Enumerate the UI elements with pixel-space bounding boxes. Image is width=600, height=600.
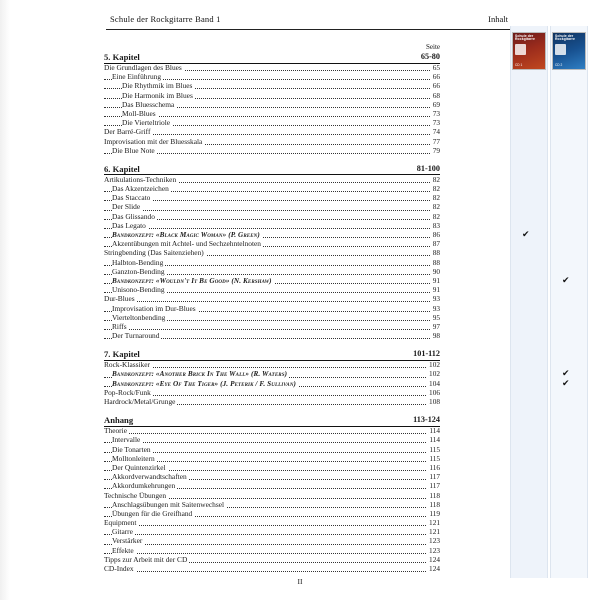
toc-entry-label: Intervalle [112, 436, 141, 445]
toc-leader-dots [104, 329, 440, 330]
toc-entry-page: 108 [429, 398, 440, 406]
toc-entry-label: Die Rhythmik im Blues [122, 82, 193, 91]
toc-entry-label: Der Quintenzirkel [112, 463, 166, 472]
toc-entry[interactable] [104, 501, 440, 510]
toc-entry[interactable] [104, 528, 440, 537]
toc-entry-page: 91 [432, 286, 440, 295]
toc-entry[interactable] [104, 323, 440, 332]
toc-entry-label: Halbton-Bending [112, 258, 164, 267]
toc-chapter-header [104, 416, 440, 427]
cd-cover-column [510, 26, 586, 578]
toc-entry-label: Die Blue Note [112, 146, 155, 155]
toc-leader-dots [104, 134, 440, 135]
toc-entry-label: Anschlagsübungen mit Saitenwechsel [112, 500, 225, 509]
toc-entry[interactable] [104, 427, 440, 436]
toc-leader-dots [104, 367, 440, 368]
toc-entry-page: 93 [432, 304, 440, 313]
toc-entry-page: 93 [432, 295, 440, 304]
toc-entry[interactable] [104, 519, 440, 528]
cd-cover-2 [552, 32, 586, 70]
toc-entry-label: CD-Index [104, 565, 134, 573]
toc-entry-label: Die Grundlagen des Blues [104, 64, 182, 72]
toc-entry-label: Ganzton-Bending [112, 267, 165, 276]
toc-entry-page: 66 [432, 73, 440, 82]
toc-chapter-header [104, 165, 440, 176]
toc-entry-page: 82 [432, 212, 440, 221]
toc-entry[interactable] [104, 147, 440, 156]
toc-entry-label: Theorie [104, 427, 127, 436]
header-section-title: Inhalt [488, 14, 508, 24]
toc-entry-label: Molltonleitern [112, 454, 155, 463]
toc-entry[interactable] [104, 268, 440, 277]
toc-entry-page: 74 [432, 128, 440, 137]
toc-chapter-title: 5. Kapitel [104, 52, 140, 62]
toc-chapter-header [104, 350, 440, 361]
toc-entry[interactable] [104, 537, 440, 546]
toc-entry-page: 124 [429, 555, 440, 564]
toc-entry-page: 121 [429, 528, 440, 537]
toc-entry[interactable] [104, 259, 440, 268]
toc-entry-page: 73 [432, 119, 440, 128]
toc-entry-page: 102 [429, 370, 440, 379]
toc-entry[interactable] [104, 138, 440, 147]
checkmark-icon: ✔ [562, 368, 570, 379]
toc-leader-dots [104, 395, 440, 396]
toc-chapter-header [104, 53, 440, 64]
toc-leader-dots [104, 452, 440, 453]
toc-entry-page: 119 [429, 509, 440, 518]
toc-leader-dots [104, 301, 440, 302]
page-binding-edge [0, 0, 10, 600]
toc-chapter-title: 7. Kapitel [104, 349, 140, 360]
toc-entry[interactable] [104, 101, 440, 110]
toc-entry[interactable] [104, 361, 440, 370]
toc-entry-label: Vierteltonbending [112, 313, 166, 322]
toc-entry[interactable] [104, 194, 440, 203]
toc-entry[interactable] [104, 547, 440, 556]
toc-entry-page: 104 [429, 379, 440, 388]
toc-entry-label: Der Slide [112, 203, 141, 212]
toc-entry[interactable] [104, 446, 440, 455]
toc-entry[interactable] [104, 398, 440, 407]
toc-entry-page: 114 [429, 436, 440, 445]
toc-leader-dots [104, 200, 440, 201]
toc-entry[interactable] [104, 64, 440, 73]
toc-leader-dots [104, 228, 440, 229]
toc-entry[interactable] [104, 510, 440, 519]
header-book-title: Schule der Rockgitarre Band 1 [110, 14, 221, 24]
toc-chapter [104, 165, 440, 341]
toc-entry[interactable] [104, 473, 440, 482]
toc-entry-label: Rock-Klassiker [104, 361, 150, 370]
toc-entry-label: Der Turnaround [112, 332, 160, 341]
toc-entry[interactable] [104, 119, 440, 128]
toc-entry[interactable] [104, 389, 440, 398]
toc-entry-page: 115 [429, 445, 440, 454]
toc-entry[interactable] [104, 82, 440, 91]
toc-entry-page: 95 [432, 313, 440, 322]
toc-entry-page: 91 [432, 276, 440, 285]
toc-entry-page: 102 [429, 361, 440, 370]
checkmark-icon: ✔ [562, 377, 570, 388]
checkmark-icon: ✔ [522, 229, 530, 239]
toc-entry-label: Die Harmonik im Blues [122, 91, 193, 100]
cd-cover-band [510, 26, 586, 578]
toc-chapter-pagerange: 113-124 [410, 416, 440, 424]
toc-entry-label: Das Glissando [112, 212, 155, 221]
toc-entry-label: Bandkonzept: «Wouldn't It Be Good» (N. Kershaw) [112, 276, 272, 285]
toc-entry[interactable] [104, 332, 440, 341]
toc-entry[interactable] [104, 222, 440, 231]
toc-entry-page: 106 [429, 388, 440, 397]
toc-leader-dots [104, 442, 440, 443]
toc-entry-label: Effekte [112, 546, 134, 555]
toc-entry[interactable] [104, 128, 440, 137]
page-header [72, 14, 560, 34]
toc-chapter-pagerange: 81-100 [414, 165, 440, 173]
toc-leader-dots [104, 210, 440, 211]
toc-entry-page: 118 [429, 491, 440, 500]
toc-entry-label: Bandkonzept: «Black Magic Woman» (P. Green) [112, 231, 260, 239]
toc-chapter-pagerange: 101-112 [410, 350, 440, 358]
toc-entry-page: 97 [432, 322, 440, 331]
toc-entry-page: 90 [432, 267, 440, 276]
toc-entry-page: 82 [432, 185, 440, 194]
toc-leader-dots [104, 525, 440, 526]
toc-entry[interactable] [104, 185, 440, 194]
toc-entry-label: Akkordumkehrungen [112, 482, 176, 491]
toc-entry-label: Bandkonzept: «Eye Of The Tiger» (J. Peterik / F. Sullivan) [112, 379, 297, 388]
cd-cover-1-title: Schule der Rockgitarre [515, 33, 535, 42]
toc-entry[interactable] [104, 482, 440, 491]
toc-entry-page: 118 [429, 500, 440, 509]
toc-entry-page: 117 [429, 473, 440, 482]
toc-entry-label: Das Bluesschema [122, 100, 175, 109]
toc-entry[interactable] [104, 277, 440, 286]
toc-entry[interactable] [104, 380, 440, 389]
toc-entry-page: 123 [429, 546, 440, 555]
toc-chapter [104, 350, 440, 407]
toc-entry-label: Equipment [104, 519, 137, 528]
cd-cover-1-badge [515, 44, 526, 55]
toc-leader-dots [104, 534, 440, 535]
cd-column-strip-2 [550, 26, 588, 578]
toc-entry-label: Technische Übungen [104, 491, 167, 500]
toc-entry-label: Akzentübungen mit Achtel- und Sechzehntelnoten [112, 240, 262, 249]
toc-entry-page: 68 [432, 91, 440, 100]
toc-entry-page: 114 [429, 427, 440, 436]
toc-entry[interactable] [104, 213, 440, 222]
toc-entry-page: 124 [429, 565, 440, 573]
toc-entry-label: Unisono-Bending [112, 286, 165, 295]
toc-entry-page: 87 [432, 240, 440, 249]
toc-chapter [104, 53, 440, 156]
checkmark-icon: ✔ [562, 274, 570, 285]
table-of-contents [104, 44, 440, 574]
header-rule [106, 29, 540, 30]
toc-entry[interactable] [104, 110, 440, 119]
toc-entry-page: 115 [429, 454, 440, 463]
toc-entry[interactable] [104, 492, 440, 501]
cd-cover-2-badge [555, 44, 566, 55]
cd-cover-1-label: CD 1 [515, 62, 523, 67]
toc-entry[interactable] [104, 556, 440, 565]
toc-entry-page: 73 [432, 109, 440, 118]
cd-cover-1 [512, 32, 546, 70]
toc-entry[interactable] [104, 565, 440, 574]
toc-entry-label: Der Barré-Griff [104, 128, 151, 137]
toc-entry-label: Hardrock/Metal/Grunge [104, 398, 176, 406]
toc-entry[interactable] [104, 92, 440, 101]
toc-entry-label: Die Vierteltriole [122, 119, 171, 128]
toc-entry-label: Übungen für die Greifhand [112, 509, 193, 518]
toc-entry[interactable] [104, 249, 440, 258]
toc-entry[interactable] [104, 464, 440, 473]
toc-chapter-pagerange: 65-80 [418, 53, 440, 61]
toc-entry-label: Gitarre [112, 528, 133, 537]
toc-entry[interactable] [104, 436, 440, 445]
toc-entry[interactable] [104, 370, 440, 379]
cd-cover-2-label: CD 2 [555, 62, 563, 67]
toc-entry-label: Die Tonarten [112, 445, 151, 454]
toc-entry-label: Dur-Blues [104, 295, 135, 304]
toc-entry-page: 82 [432, 175, 440, 184]
toc-entry-label: Riffs [112, 322, 127, 331]
toc-entry-page: 79 [432, 146, 440, 155]
toc-entry[interactable] [104, 203, 440, 212]
toc-chapter [104, 416, 440, 574]
toc-entry-page: 98 [432, 332, 440, 341]
toc-entry-label: Eine Einführung [112, 73, 162, 82]
toc-entry-page: 65 [432, 64, 440, 72]
toc-leader-dots [104, 544, 440, 545]
toc-entry-label: Stringbending (Das Saitenziehen) [104, 249, 204, 258]
toc-entry-label: Das Legato [112, 221, 146, 230]
folio-number: II [297, 577, 303, 586]
toc-entry-page: 116 [429, 463, 440, 472]
toc-entry-page: 82 [432, 194, 440, 203]
toc-entry[interactable] [104, 176, 440, 185]
cd-cover-2-title: Schule der Rockgitarre [555, 33, 575, 42]
toc-entry[interactable] [104, 455, 440, 464]
toc-entry-label: Das Akzentzeichen [112, 185, 169, 194]
toc-entry-label: Improvisation im Dur-Blues [112, 304, 196, 313]
toc-entry-page: 83 [432, 221, 440, 230]
toc-entry-label: Pop-Rock/Funk [104, 388, 151, 397]
toc-chapter-title: 6. Kapitel [104, 163, 140, 174]
toc-entry-page: 77 [432, 137, 440, 146]
toc-entry-page: 121 [429, 519, 440, 528]
toc-leader-dots [104, 553, 440, 554]
toc-entry-label: Moll-Blues [122, 109, 156, 118]
page-column-header: Seite [426, 43, 440, 51]
toc-entry-label: Improvisation mit der Bluesskala [104, 137, 203, 146]
toc-entry-page: 88 [432, 249, 440, 258]
toc-entry[interactable] [104, 286, 440, 295]
toc-entry-page: 123 [429, 537, 440, 546]
toc-entry[interactable] [104, 295, 440, 304]
toc-entry-page: 117 [429, 482, 440, 491]
toc-entry-page: 69 [432, 100, 440, 109]
toc-entry[interactable] [104, 305, 440, 314]
toc-entry[interactable] [104, 314, 440, 323]
toc-entry[interactable] [104, 240, 440, 249]
toc-body [104, 53, 440, 574]
toc-entry-label: Verstärker [112, 537, 143, 546]
toc-entry[interactable] [104, 231, 440, 240]
toc-entry-page: 66 [432, 82, 440, 91]
toc-entry-label: Das Staccato [112, 194, 151, 203]
toc-entry-label: Bandkonzept: «Another Brick In The Wall» (R. Waters) [112, 370, 288, 379]
toc-entry-page: 86 [432, 231, 440, 239]
toc-leader-dots [104, 433, 440, 434]
toc-entry-page: 82 [432, 203, 440, 212]
toc-entry-label: Artikulations-Techniken [104, 175, 177, 184]
toc-entry-label: Tipps zur Arbeit mit der CD [104, 555, 188, 564]
toc-entry[interactable] [104, 73, 440, 82]
toc-entry-page: 88 [432, 258, 440, 267]
toc-chapter-title: Anhang [104, 415, 134, 426]
toc-entry-label: Akkordverwandtschaften [112, 473, 187, 482]
toc-leader-dots [104, 571, 440, 572]
cd-column-strip-1 [510, 26, 548, 578]
